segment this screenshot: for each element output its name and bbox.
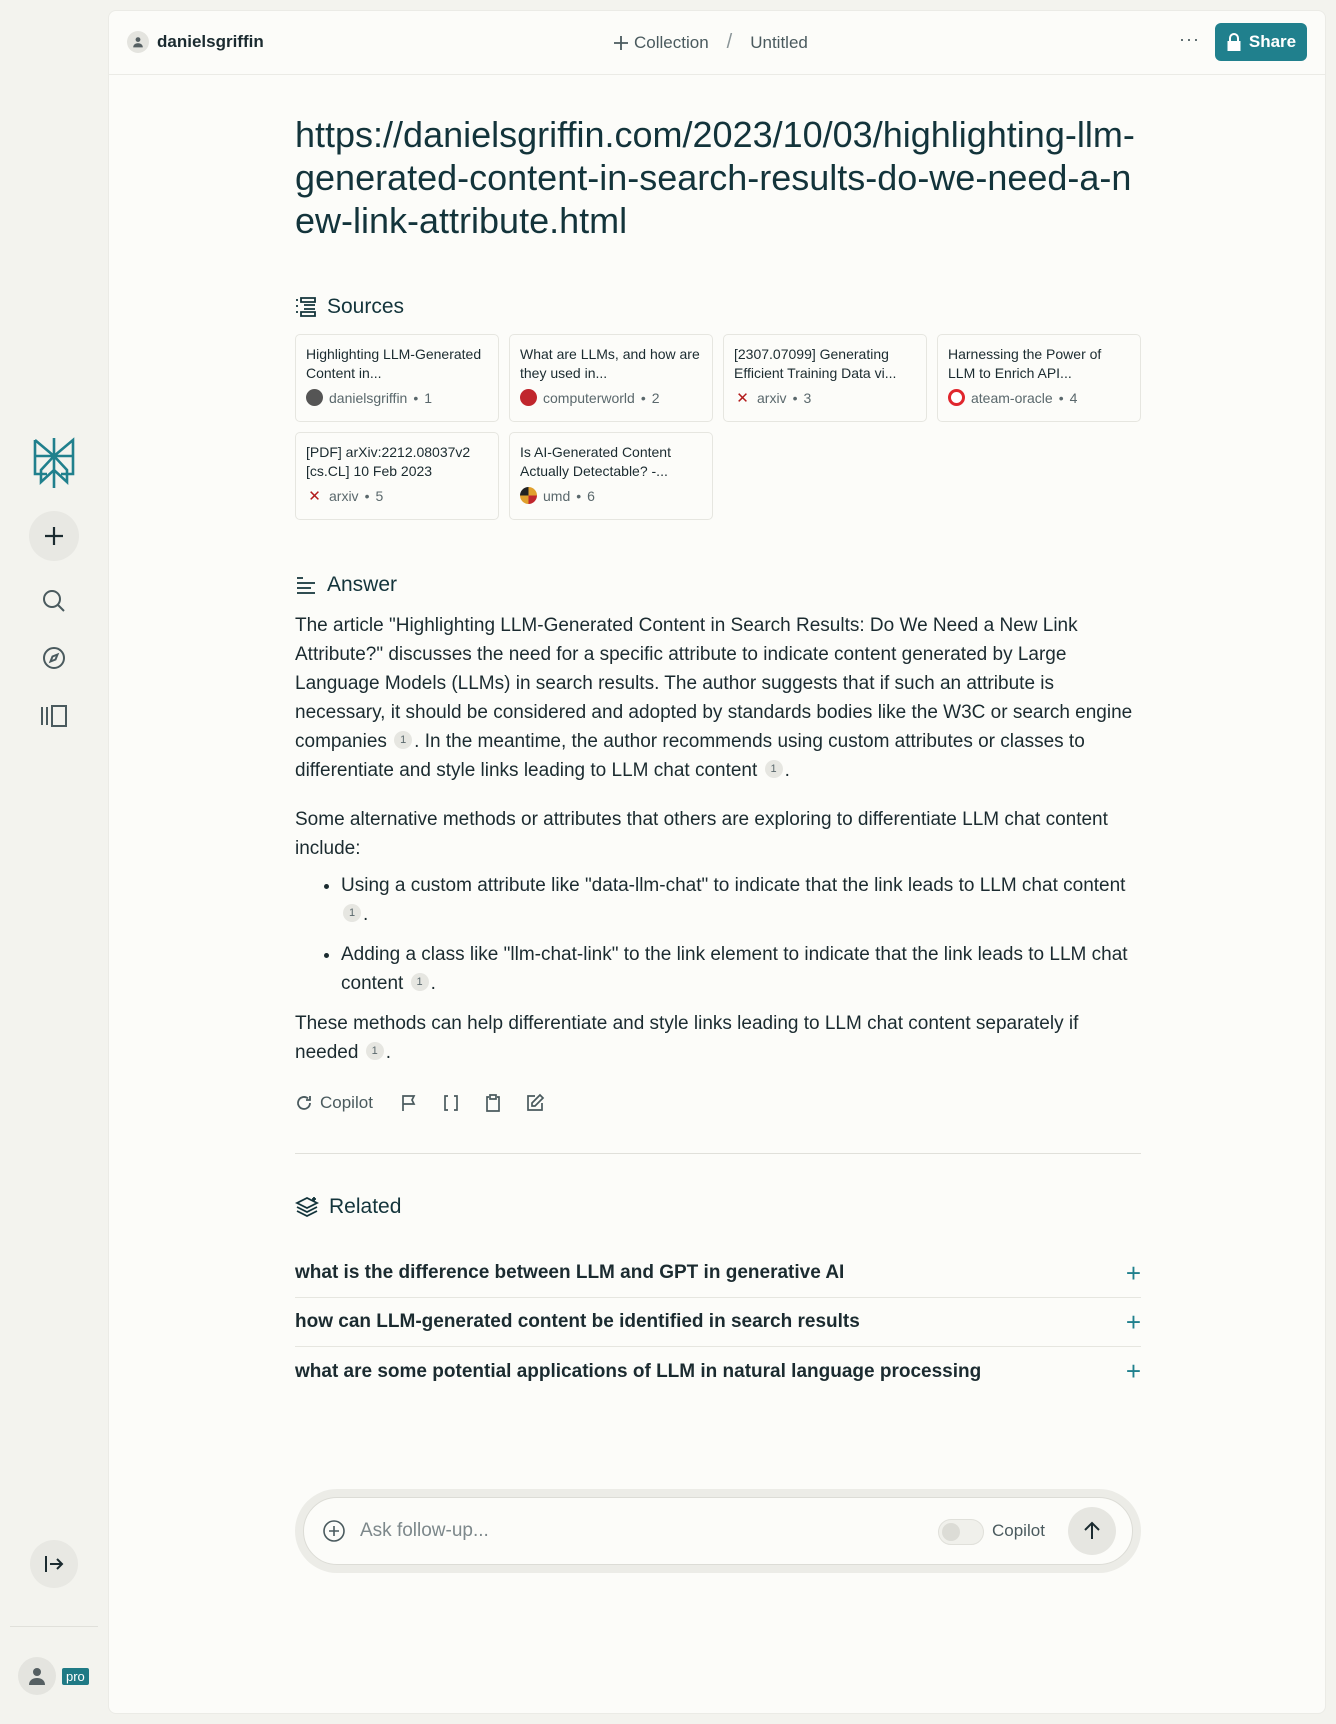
related-item[interactable] (295, 1298, 1141, 1347)
source-number: 1 (424, 389, 433, 406)
source-site: arxiv (757, 390, 787, 406)
follow-up-input[interactable] (360, 1516, 920, 1546)
source-number: 6 (587, 487, 595, 504)
oracle-favicon-icon (948, 389, 965, 406)
answer-paragraph-2: Some alternative methods or attributes that others are exploring to differentiate LLM chat content include: (295, 809, 1108, 859)
source-number: 4 (1069, 389, 1078, 406)
period: . (385, 1042, 391, 1063)
sidebar-divider (10, 1626, 98, 1627)
perplexity-logo-icon[interactable] (31, 436, 77, 490)
discover-compass-icon[interactable] (34, 638, 74, 678)
related-item-text: how can LLM-generated content be identified in search results (295, 1311, 860, 1332)
plus-icon: + (1125, 1257, 1141, 1288)
related-stack-icon (295, 1196, 319, 1218)
user-avatar-icon (127, 31, 149, 53)
answer-text: These methods can help differentiate and style links leading to LLM chat content separately if needed (295, 1013, 1079, 1063)
user-menu[interactable] (127, 31, 264, 53)
pro-badge: pro (62, 1668, 89, 1685)
breadcrumb-separator: / (726, 31, 733, 53)
related-item[interactable] (295, 1347, 1141, 1396)
username: danielsgriffin (157, 32, 264, 51)
follow-up-box (303, 1497, 1133, 1565)
related-item[interactable] (295, 1249, 1141, 1298)
source-number: 5 (375, 488, 384, 504)
period: . (363, 904, 369, 925)
answer-heading (295, 573, 397, 597)
source-number: 2 (651, 389, 660, 406)
answer-paragraph-3 (295, 1009, 1141, 1067)
toggle-knob (942, 1523, 960, 1541)
answer-actions (295, 1093, 545, 1113)
source-card-5[interactable]: [PDF] arXiv:2212.08037v2 [cs.CL] 10 Feb 2023 ✕ arxiv • 5 (295, 432, 499, 520)
edit-icon[interactable] (525, 1093, 545, 1113)
source-site: ateam-oracle (971, 389, 1053, 406)
source-title: [2307.07099] Generating Efficient Training Data vi... (734, 346, 897, 381)
citation-badge[interactable]: 1 (765, 760, 783, 778)
citation-badge[interactable]: 1 (366, 1042, 384, 1060)
related-list (295, 1249, 1141, 1396)
sources-heading (295, 295, 404, 319)
source-card-4[interactable]: Harnessing the Power of LLM to Enrich API... ateam-oracle • 4 (937, 334, 1141, 422)
expand-sidebar-button[interactable] (30, 1540, 78, 1588)
source-site: arxiv (329, 488, 359, 504)
source-title: [PDF] arXiv:2212.08037v2 [cs.CL] 10 Feb 2023 (306, 444, 471, 479)
answer-paragraph-1 (295, 611, 1141, 785)
source-title: Is AI-Generated Content Actually Detectable? -... (520, 444, 671, 479)
arxiv-favicon-icon: ✕ (308, 488, 321, 505)
library-icon[interactable] (34, 696, 74, 736)
collection-label: Collection (634, 32, 709, 52)
more-options-button[interactable]: ··· (1179, 29, 1200, 49)
new-thread-button[interactable] (29, 511, 79, 561)
flag-icon[interactable] (399, 1093, 419, 1113)
related-item-text: what is the difference between LLM and GPT in generative AI (295, 1262, 845, 1283)
left-sidebar (0, 0, 108, 1724)
source-title: What are LLMs, and how are they used in... (520, 346, 700, 381)
share-button[interactable] (1215, 23, 1307, 61)
copilot-toggle[interactable] (938, 1519, 984, 1545)
source-card-6[interactable]: Is AI-Generated Content Actually Detectable? -... umd • 6 (509, 432, 713, 520)
arxiv-favicon-icon: ✕ (736, 390, 749, 407)
source-title: Highlighting LLM-Generated Content in... (306, 346, 482, 381)
copilot-toggle-label: Copilot (992, 1521, 1045, 1540)
source-card-1[interactable]: Highlighting LLM-Generated Content in... danielsgriffin • 1 (295, 334, 499, 422)
period: . (430, 973, 436, 994)
answer-text: The article "Highlighting LLM-Generated Content in Search Results: Do We Need a New Link Attribute?" discusses the need for a specific attribute to indicate content generated by Large Language Models (LLMs) in search results. The author suggests that if such an attribute is necessary, it should be considered and adopted by standards bodies like the W3C or search engine companies (295, 615, 1133, 752)
source-card-3[interactable]: [2307.07099] Generating Efficient Training Data vi... ✕ arxiv • 3 (723, 334, 927, 422)
list-item (341, 871, 1141, 929)
sources-heading-label: Sources (327, 295, 405, 318)
answer-lines-icon (295, 575, 317, 595)
plus-icon: + (1125, 1356, 1141, 1386)
brackets-icon[interactable] (441, 1093, 461, 1113)
answer-text: . In the meantime, the author recommends using custom attributes or classes to differentiate and style links leading to LLM chat content (295, 731, 1085, 781)
plus-icon (613, 35, 629, 51)
main-panel (108, 10, 1326, 1714)
citation-badge[interactable]: 1 (411, 973, 429, 991)
source-number: 3 (803, 390, 812, 406)
source-site: computerworld (543, 389, 635, 406)
thread-title-crumb[interactable]: Untitled (750, 32, 808, 52)
user-avatar[interactable] (18, 1657, 56, 1695)
section-divider (295, 1153, 1141, 1154)
copilot-label: Copilot (320, 1093, 373, 1112)
submit-button[interactable] (1068, 1507, 1116, 1555)
top-bar (109, 11, 1325, 75)
attach-plus-circle-icon[interactable] (322, 1519, 346, 1543)
answer-text: . (784, 760, 790, 781)
plus-icon: + (1125, 1306, 1141, 1337)
breadcrumb (613, 31, 808, 54)
page-title: https://danielsgriffin.com/2023/10/03/highlighting-llm-generated-content-in-search-results-do-we-need-a-new-link-attribute.html (295, 114, 1135, 241)
sources-icon (295, 297, 317, 317)
related-heading-label: Related (329, 1195, 402, 1218)
citation-badge[interactable]: 1 (343, 904, 361, 922)
share-label: Share (1248, 32, 1297, 51)
umd-favicon-icon (520, 487, 537, 504)
lock-icon (1226, 33, 1242, 51)
list-item (341, 940, 1141, 998)
add-to-collection-button[interactable] (613, 33, 709, 53)
related-heading (295, 1195, 401, 1219)
citation-badge[interactable]: 1 (394, 731, 412, 749)
list-item-text: Adding a class like "llm-chat-link" to the link element to indicate that the link leads to LLM chat content (341, 944, 1128, 994)
search-icon[interactable] (34, 581, 74, 621)
danielsgriffin-favicon-icon (306, 389, 323, 406)
answer-list (295, 871, 1141, 998)
source-card-2[interactable]: What are LLMs, and how are they used in... computerworld • 2 (509, 334, 713, 422)
rewrite-copilot-button[interactable] (295, 1093, 373, 1113)
source-title: Harnessing the Power of LLM to Enrich API... (948, 346, 1102, 381)
related-item-text: what are some potential applications of LLM in natural language processing (295, 1360, 982, 1382)
clipboard-icon[interactable] (483, 1093, 503, 1113)
rewrite-icon (295, 1094, 313, 1112)
source-site: umd (543, 487, 571, 504)
answer-body (295, 611, 1141, 1087)
arrow-up-icon (1081, 1520, 1103, 1542)
source-site: danielsgriffin (329, 389, 408, 406)
answer-heading-label: Answer (327, 573, 398, 596)
follow-up-bar (295, 1489, 1141, 1573)
computerworld-favicon-icon (520, 389, 537, 406)
list-item-text: Using a custom attribute like "data-llm-chat" to indicate that the link leads to LLM chat content (341, 875, 1126, 896)
